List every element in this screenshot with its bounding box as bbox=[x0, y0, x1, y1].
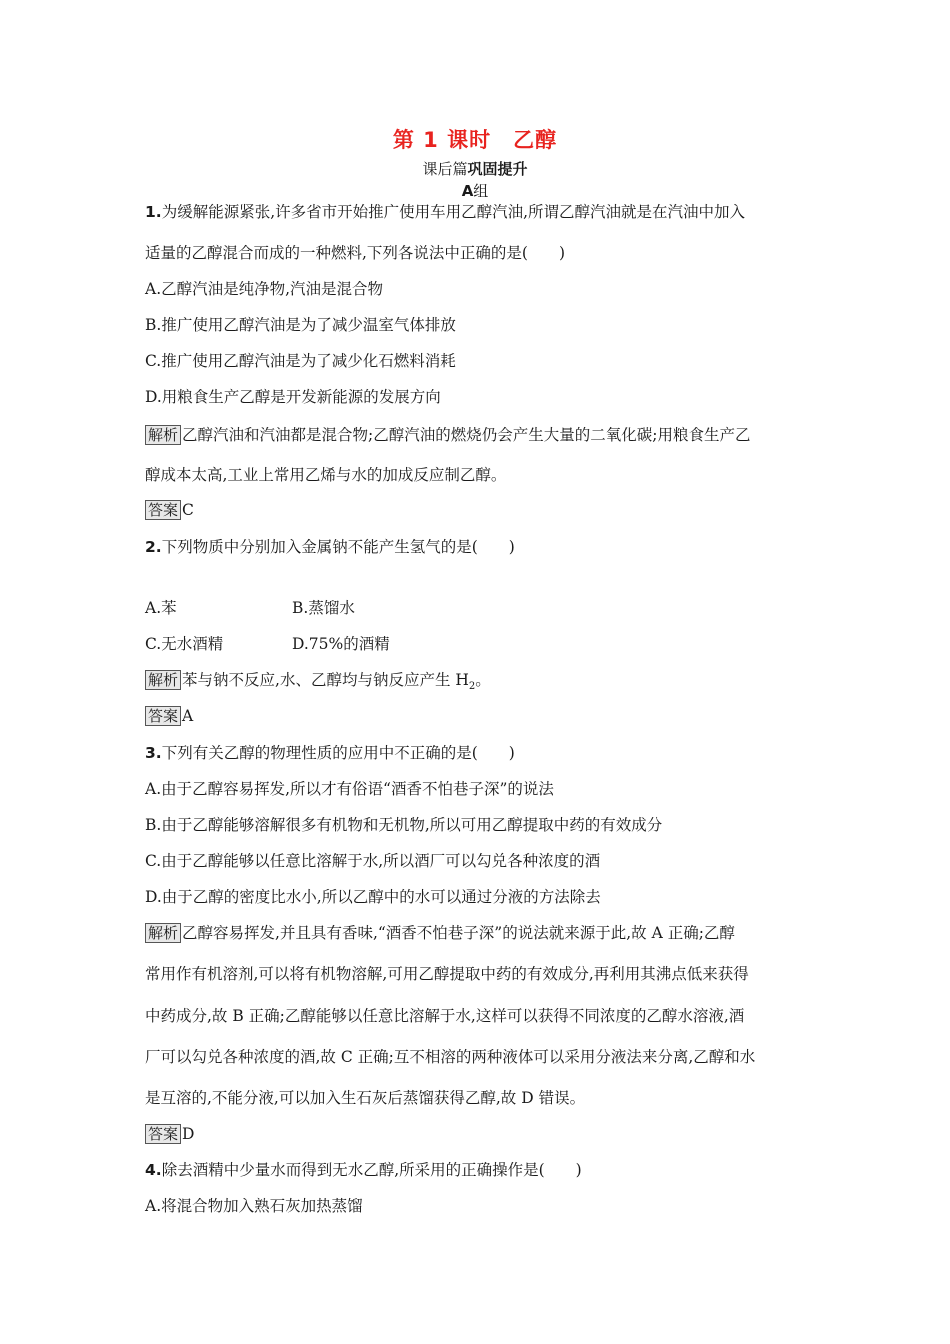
q1-option-b: B.推广使用乙醇汽油是为了减少温室气体排放 bbox=[145, 316, 456, 334]
q4-stem-text: 除去酒精中少量水而得到无水乙醇,所采用的正确操作是( ) bbox=[161, 1161, 582, 1179]
q1-analysis-line2: 醇成本太高,工业上常用乙烯与水的加成反应制乙醇。 bbox=[145, 466, 507, 484]
q3-analysis-line3: 中药成分,故 B 正确;乙醇能够以任意比溶解于水,这样可以获得不同浓度的乙醇水溶液,酒 bbox=[145, 1007, 745, 1025]
q2-number: 2. bbox=[145, 538, 162, 556]
q2-option-b: B.蒸馏水 bbox=[292, 599, 355, 617]
q3-analysis-line4: 厂可以勾兑各种浓度的酒,故 C 正确;互不相溶的两种液体可以采用分液法来分离,乙醇和水 bbox=[145, 1048, 756, 1066]
q2-stem-text: 下列物质中分别加入金属钠不能产生氢气的是( ) bbox=[161, 538, 515, 556]
subtitle-prefix: 课后篇 bbox=[422, 160, 468, 178]
q1-option-d: D.用粮食生产乙醇是开发新能源的发展方向 bbox=[145, 388, 441, 406]
q1-number: 1. bbox=[145, 203, 162, 221]
q2-analysis-subscript: 2 bbox=[468, 681, 476, 693]
q3-analysis-text1: 乙醇容易挥发,并且具有香味,“酒香不怕巷子深”的说法就来源于此,故 A 正确;乙醇 bbox=[182, 924, 735, 942]
q4-number: 4. bbox=[145, 1161, 162, 1179]
analysis-tag: 解析 bbox=[145, 923, 181, 943]
group-suffix: 组 bbox=[473, 182, 489, 200]
q1-answer-value: C bbox=[182, 501, 194, 519]
section-subtitle bbox=[0, 158, 950, 179]
group-label: A bbox=[461, 182, 474, 200]
q1-stem-line2: 适量的乙醇混合而成的一种燃料,下列各说法中正确的是( ) bbox=[145, 244, 566, 262]
q3-answer-value: D bbox=[182, 1125, 195, 1143]
q1-analysis-line1 bbox=[145, 425, 750, 445]
q4-stem bbox=[145, 1160, 582, 1180]
analysis-tag: 解析 bbox=[145, 425, 181, 445]
answer-tag: 答案 bbox=[145, 706, 181, 726]
q1-answer bbox=[145, 500, 194, 520]
q1-stem-line1 bbox=[145, 202, 745, 222]
q2-answer-value: A bbox=[182, 707, 194, 725]
subtitle-bold: 巩固提升 bbox=[467, 160, 528, 178]
answer-tag: 答案 bbox=[145, 500, 181, 520]
q1-option-a: A.乙醇汽油是纯净物,汽油是混合物 bbox=[145, 280, 384, 298]
q2-answer bbox=[145, 706, 193, 726]
q3-number: 3. bbox=[145, 744, 162, 762]
q2-analysis-end: 。 bbox=[475, 671, 491, 689]
q3-analysis-line2: 常用作有机溶剂,可以将有机物溶解,可用乙醇提取中药的有效成分,再利用其沸点低来获得 bbox=[145, 965, 749, 983]
q3-stem bbox=[145, 743, 515, 763]
q2-option-c: C.无水酒精 bbox=[145, 635, 224, 653]
q3-option-c: C.由于乙醇能够以任意比溶解于水,所以酒厂可以勾兑各种浓度的酒 bbox=[145, 852, 601, 870]
q2-stem bbox=[145, 537, 515, 557]
q2-option-a: A.苯 bbox=[145, 599, 177, 617]
q2-analysis bbox=[145, 670, 491, 697]
q2-analysis-text: 苯与钠不反应,水、乙醇均与钠反应产生 H bbox=[182, 671, 469, 689]
q3-analysis-line1 bbox=[145, 923, 735, 943]
lesson-title: 第 1 课时 乙醇 bbox=[392, 128, 558, 152]
answer-tag: 答案 bbox=[145, 1124, 181, 1144]
q3-option-a: A.由于乙醇容易挥发,所以才有俗语“酒香不怕巷子深”的说法 bbox=[145, 780, 554, 798]
q1-option-c: C.推广使用乙醇汽油是为了减少化石燃料消耗 bbox=[145, 352, 456, 370]
group-heading bbox=[0, 180, 950, 201]
analysis-tag: 解析 bbox=[145, 670, 181, 690]
q1-stem-text1: 为缓解能源紧张,许多省市开始推广使用车用乙醇汽油,所谓乙醇汽油就是在汽油中加入 bbox=[161, 203, 746, 221]
q3-option-b: B.由于乙醇能够溶解很多有机物和无机物,所以可用乙醇提取中药的有效成分 bbox=[145, 816, 663, 834]
q2-option-d: D.75%的酒精 bbox=[292, 635, 390, 653]
q1-analysis-text1: 乙醇汽油和汽油都是混合物;乙醇汽油的燃烧仍会产生大量的二氧化碳;用粮食生产乙 bbox=[182, 426, 751, 444]
q3-answer bbox=[145, 1124, 194, 1144]
q4-option-a: A.将混合物加入熟石灰加热蒸馏 bbox=[145, 1197, 363, 1215]
q3-stem-text: 下列有关乙醇的物理性质的应用中不正确的是( ) bbox=[161, 744, 515, 762]
q3-option-d: D.由于乙醇的密度比水小,所以乙醇中的水可以通过分液的方法除去 bbox=[145, 888, 601, 906]
q3-analysis-line5: 是互溶的,不能分液,可以加入生石灰后蒸馏获得乙醇,故 D 错误。 bbox=[145, 1089, 586, 1107]
